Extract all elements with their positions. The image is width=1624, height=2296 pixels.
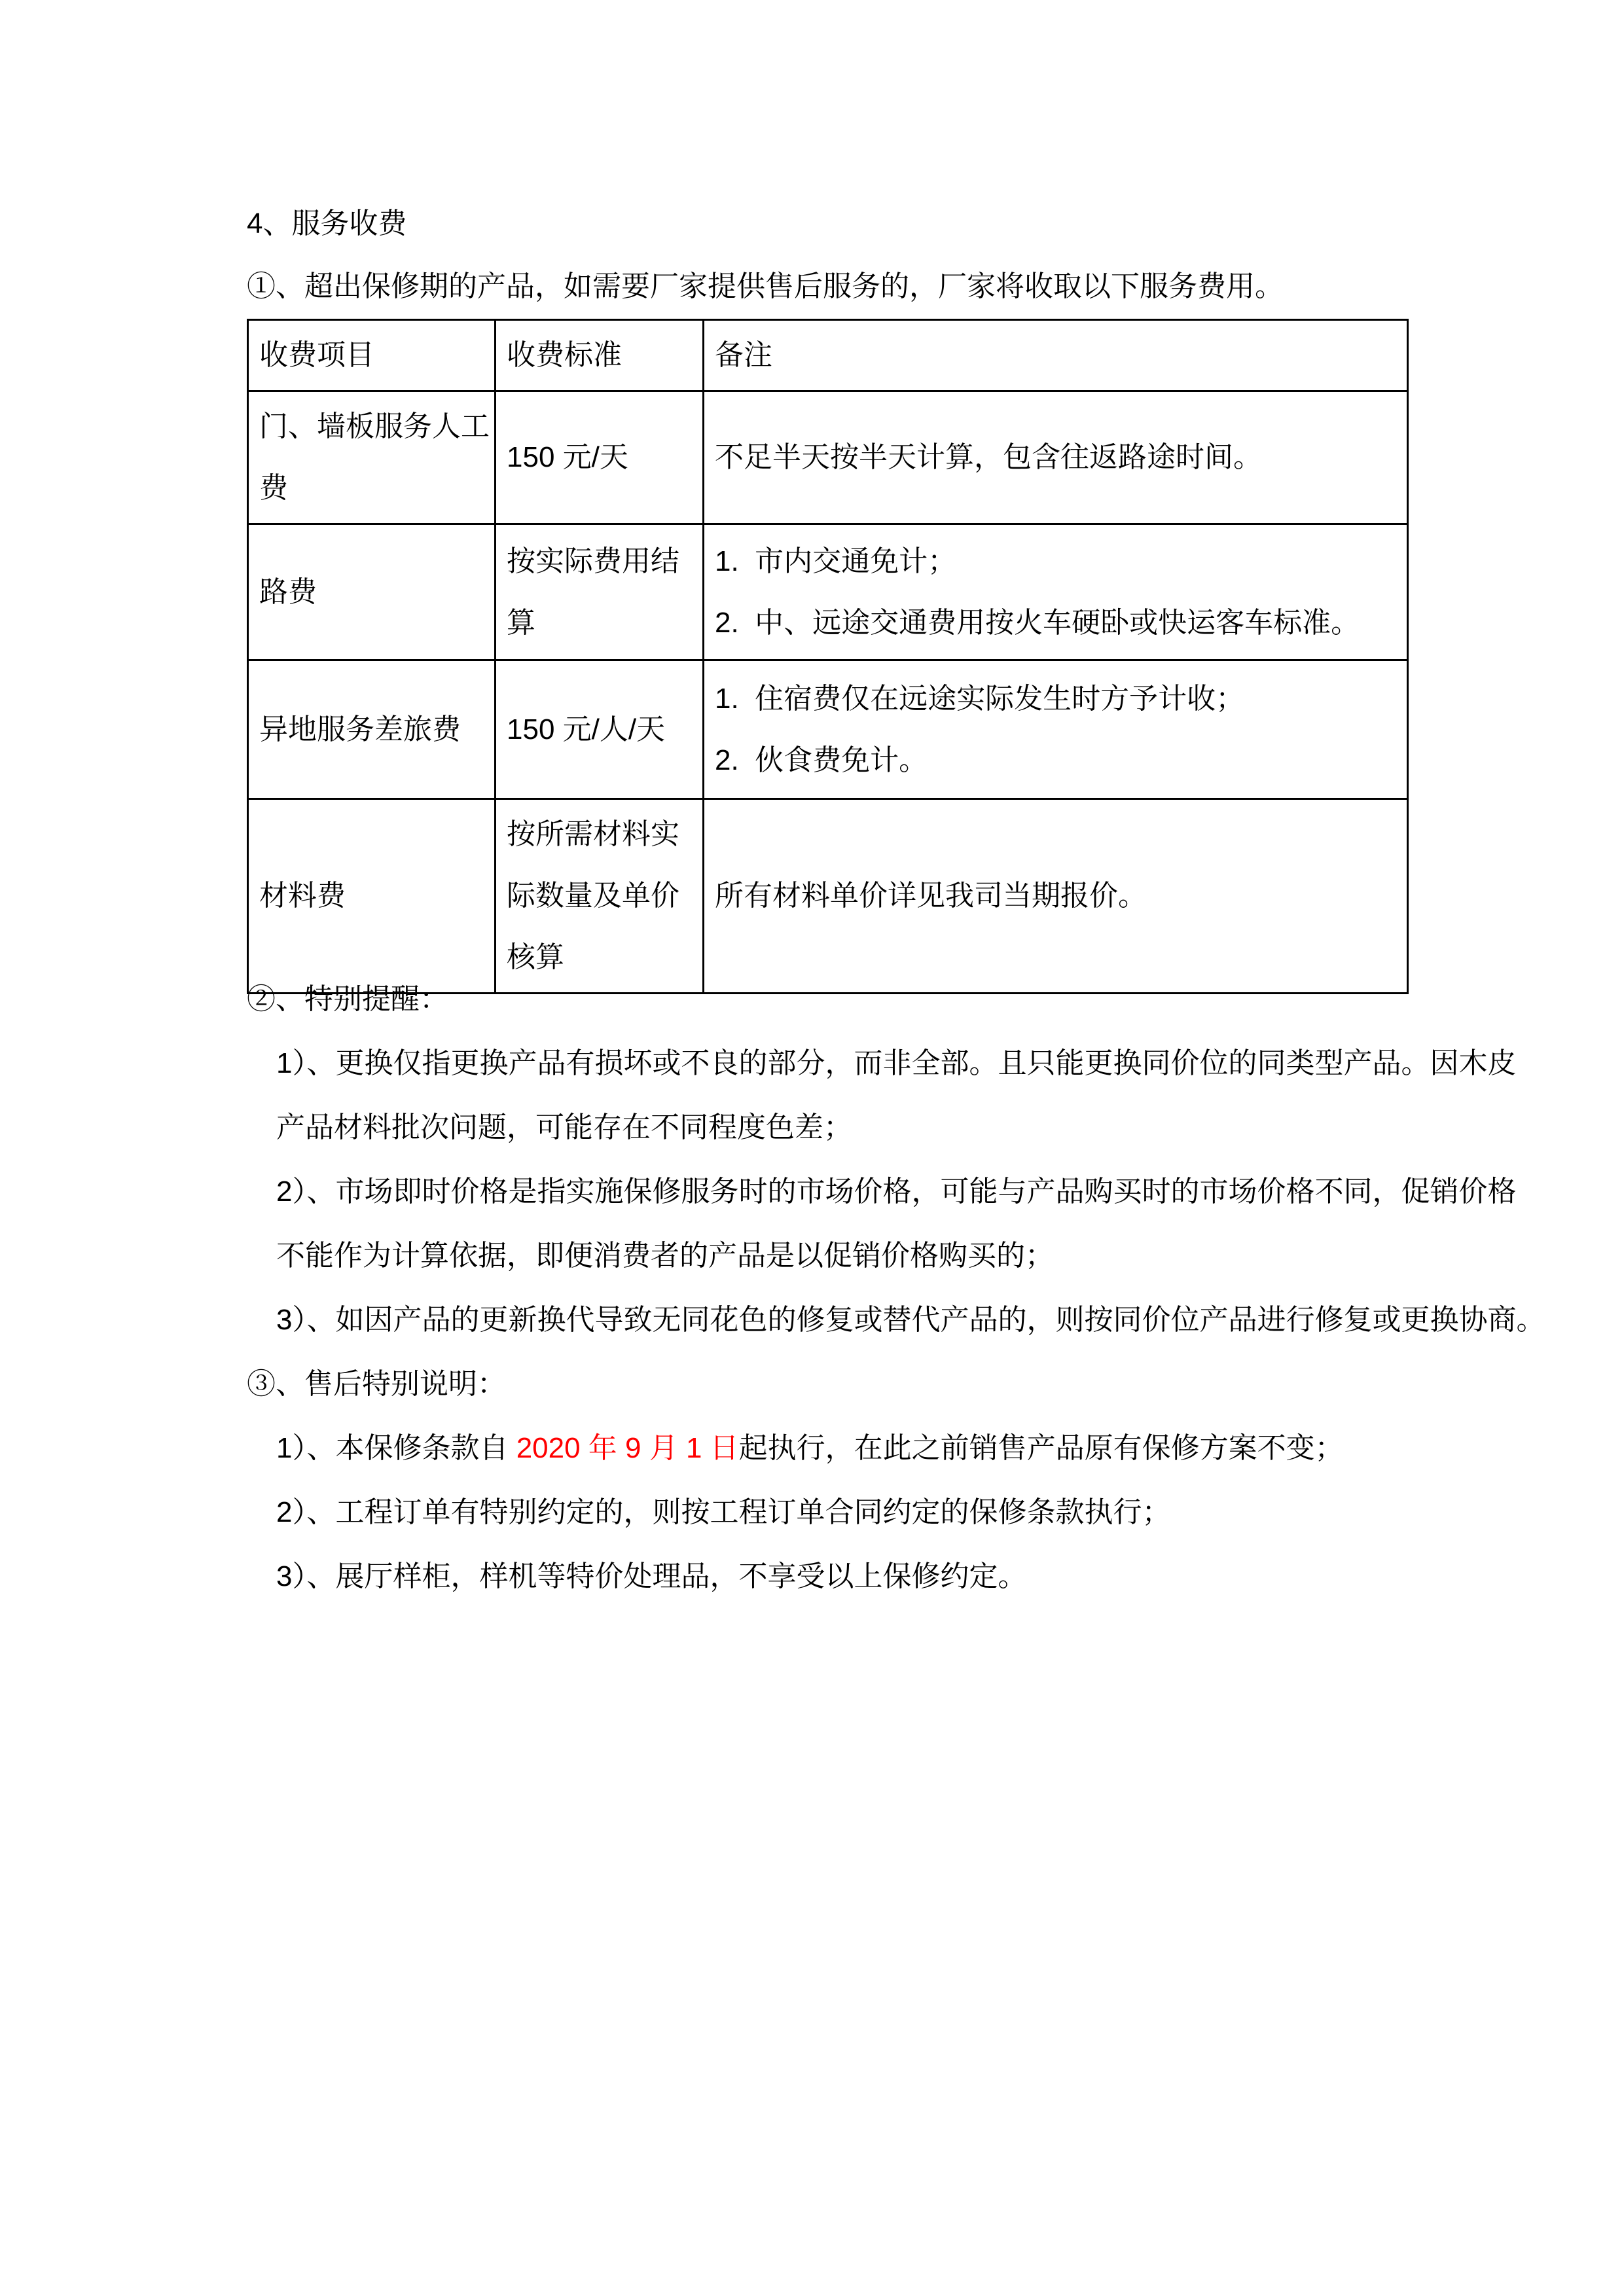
cell-note xyxy=(704,524,1408,660)
after-sales-item-line xyxy=(276,1416,1545,1480)
section-heading: 4、服务收费 xyxy=(247,207,407,240)
table-row xyxy=(248,524,1408,660)
table-row xyxy=(248,391,1408,524)
cell-text-line: 费 xyxy=(259,472,288,504)
cell-standard xyxy=(496,799,704,994)
cell-item xyxy=(248,391,496,524)
cell-standard xyxy=(496,660,704,799)
table-row xyxy=(248,799,1408,994)
header-note-label: 备注 xyxy=(715,339,772,371)
cell-standard xyxy=(496,524,704,660)
cell-list-line: 1. 住宿费仅在远途实际发生时方予计收； xyxy=(715,682,1245,715)
cell-item xyxy=(248,660,496,799)
warranty-effective-prefix: 1）、本保修条款自 xyxy=(276,1432,516,1464)
reminder-item-line: 3）、如因产品的更新换代导致无同花色的修复或替代产品的，则按同价位产品进行修复或更换协商。 xyxy=(276,1304,1545,1336)
cell-note xyxy=(704,660,1408,799)
reminder-item-line: 1）、更换仅指更换产品有损坏或不良的部分，而非全部。且只能更换同价位的同类型产品。因木皮 xyxy=(276,1047,1517,1079)
reminder-item-line: 2）、市场即时价格是指实施保修服务时的市场价格，可能与产品购买时的市场价格不同，促销价格 xyxy=(276,1175,1517,1208)
after-sales-item-line: 2）、工程订单有特别约定的，则按工程订单合同约定的保修条款执行； xyxy=(276,1496,1171,1528)
notes-section xyxy=(247,967,1545,1609)
cell-text-line: 路费 xyxy=(259,575,317,608)
cell-note xyxy=(704,799,1408,994)
cell-text-line: 不足半天按半天计算，包含往返路途时间。 xyxy=(715,441,1262,473)
cell-note xyxy=(704,391,1408,524)
header-cell-standard xyxy=(496,320,704,391)
cell-text-line: 材料费 xyxy=(259,880,346,912)
table-row xyxy=(248,660,1408,799)
header-item-label: 收费项目 xyxy=(259,339,374,371)
warranty-effective-date: 2020 年 9 月 1 日 xyxy=(516,1432,739,1464)
header-standard-label: 收费标准 xyxy=(507,339,622,371)
cell-text-line: 算 xyxy=(507,606,535,639)
cell-list-line: 1. 市内交通免计； xyxy=(715,545,957,577)
cell-text-line: 按实际费用结 xyxy=(507,545,679,577)
intro-paragraph: ①、超出保修期的产品，如需要厂家提供售后服务的，厂家将收取以下服务费用。 xyxy=(247,270,1284,302)
header-cell-note xyxy=(704,320,1408,391)
cell-text-line: 所有材料单价详见我司当期报价。 xyxy=(715,880,1147,912)
cell-standard xyxy=(496,391,704,524)
fee-table-header-row xyxy=(248,320,1408,391)
reminder-item-line: 产品材料批次问题，可能存在不同程度色差； xyxy=(276,1111,852,1143)
warranty-effective-suffix: 起执行，在此之前销售产品原有保修方案不变； xyxy=(738,1432,1344,1464)
cell-list-line: 2. 中、远途交通费用按火车硬卧或快运客车标准。 xyxy=(715,606,1360,639)
after-sales-heading: ③、售后特别说明： xyxy=(247,1368,506,1400)
cell-text-line: 门、墙板服务人工 xyxy=(259,410,490,442)
cell-item xyxy=(248,799,496,994)
fee-table xyxy=(247,319,1409,994)
reminder-heading: ②、特别提醒： xyxy=(247,983,448,1015)
after-sales-item-line: 3）、展厅样柜，样机等特价处理品，不享受以上保修约定。 xyxy=(276,1560,1027,1592)
cell-text-line: 核算 xyxy=(507,941,564,973)
cell-list-line: 2. 伙食费免计。 xyxy=(715,744,928,776)
cell-text-line: 150 元/天 xyxy=(507,441,628,473)
cell-text-line: 异地服务差旅费 xyxy=(259,713,461,745)
header-cell-item xyxy=(248,320,496,391)
cell-text-line: 按所需材料实 xyxy=(507,818,679,850)
reminder-item-line: 不能作为计算依据，即便消费者的产品是以促销价格购买的； xyxy=(276,1240,1054,1272)
cell-item xyxy=(248,524,496,660)
cell-text-line: 150 元/人/天 xyxy=(507,713,666,745)
cell-text-line: 际数量及单价 xyxy=(507,880,679,912)
